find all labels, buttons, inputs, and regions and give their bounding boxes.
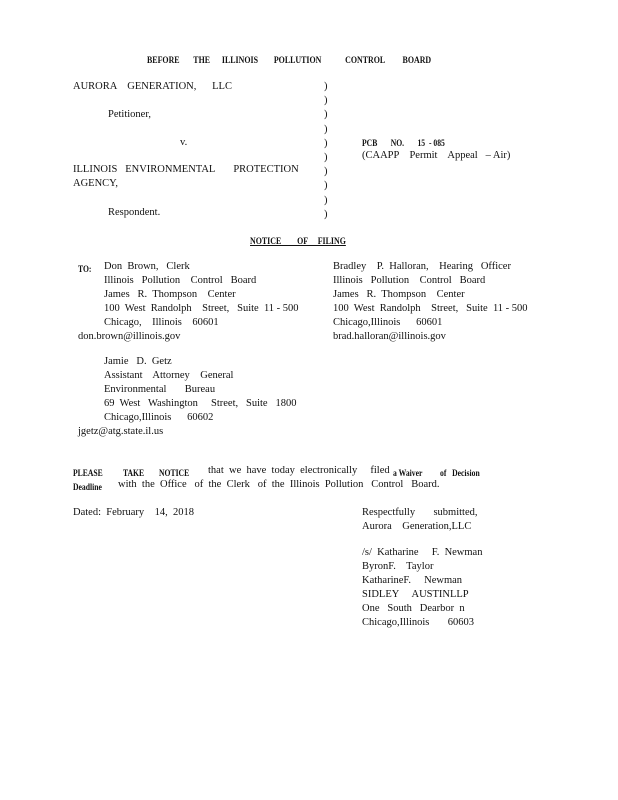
party-name: Aurora Generation,LLC [362,521,472,532]
ag-street: 69 West Washington Street, Suite 1800 [104,398,297,409]
clerk-city: Chicago, Illinois 60601 [104,317,219,328]
ag-city: Chicago,Illinois 60602 [104,412,214,423]
clerk-building: James R. Thompson Center [104,289,236,300]
electronic-signature: /s/ Katharine F. Newman [362,547,483,558]
ag-bureau: Environmental Bureau [104,384,216,395]
ag-email[interactable]: jgetz@atg.state.il.us [78,426,164,437]
respondent-name-line1: ILLINOIS ENVIRONMENTAL PROTECTION [73,164,299,175]
closing-line: Respectfully submitted, [362,507,478,518]
case-number: PCB NO. 15 - 085 [362,138,445,148]
take-word: TAKE [123,468,145,478]
firm-city: Chicago,Illinois 60603 [362,617,474,628]
caption-parentheses: ) ) ) ) ) ) ) ) ) ) [324,81,328,220]
hearing-officer-name: Bradley P. Halloran, Hearing Officer [333,261,511,272]
deadline-word: Deadline [73,482,102,492]
to-label: TO: [78,264,92,274]
respondent-name-line2: AGENCY, [73,178,119,189]
respondent-role: Respondent. [108,207,161,218]
petitioner-name: AURORA GENERATION, LLC [73,81,232,92]
filing-statement-line2: with the Office of the Clerk of the Illinois Pollution Control Board. [118,479,440,490]
clerk-street: 100 West Randolph Street, Suite 11 - 500 [104,303,299,314]
versus-label: v. [180,137,188,148]
firm-address: One South Dearbor n [362,603,465,614]
case-type: (CAAPP Permit Appeal – Air) [362,150,511,161]
filing-statement: that we have today electronically filed [208,465,390,476]
counsel-name-1: ByronF. Taylor [362,561,434,572]
notice-word: NOTICE [159,468,190,478]
law-firm: SIDLEY AUSTINLLP [362,589,469,600]
notice-title: NOTICE OF FILING [250,236,346,246]
dated-line: Dated: February 14, 2018 [73,507,195,518]
waiver-word: a Waiver [393,468,423,478]
hearing-officer-email[interactable]: brad.halloran@illinois.gov [333,331,446,342]
petitioner-role: Petitioner, [108,109,152,120]
hearing-officer-building: James R. Thompson Center [333,289,465,300]
please-word: PLEASE [73,468,103,478]
ag-title: Assistant Attorney General [104,370,234,381]
hearing-officer-street: 100 West Randolph Street, Suite 11 - 500 [333,303,528,314]
ag-name: Jamie D. Getz [104,356,172,367]
clerk-name: Don Brown, Clerk [104,261,190,272]
clerk-email[interactable]: don.brown@illinois.gov [78,331,181,342]
of-decision-words: of Decision [440,468,480,478]
clerk-org: Illinois Pollution Control Board [104,275,257,286]
hearing-officer-org: Illinois Pollution Control Board [333,275,486,286]
hearing-officer-city: Chicago,Illinois 60601 [333,317,443,328]
document-heading: BEFORE THE ILLINOIS POLLUTION CONTROL BOARD [147,55,432,65]
counsel-name-2: KatharineF. Newman [362,575,463,586]
